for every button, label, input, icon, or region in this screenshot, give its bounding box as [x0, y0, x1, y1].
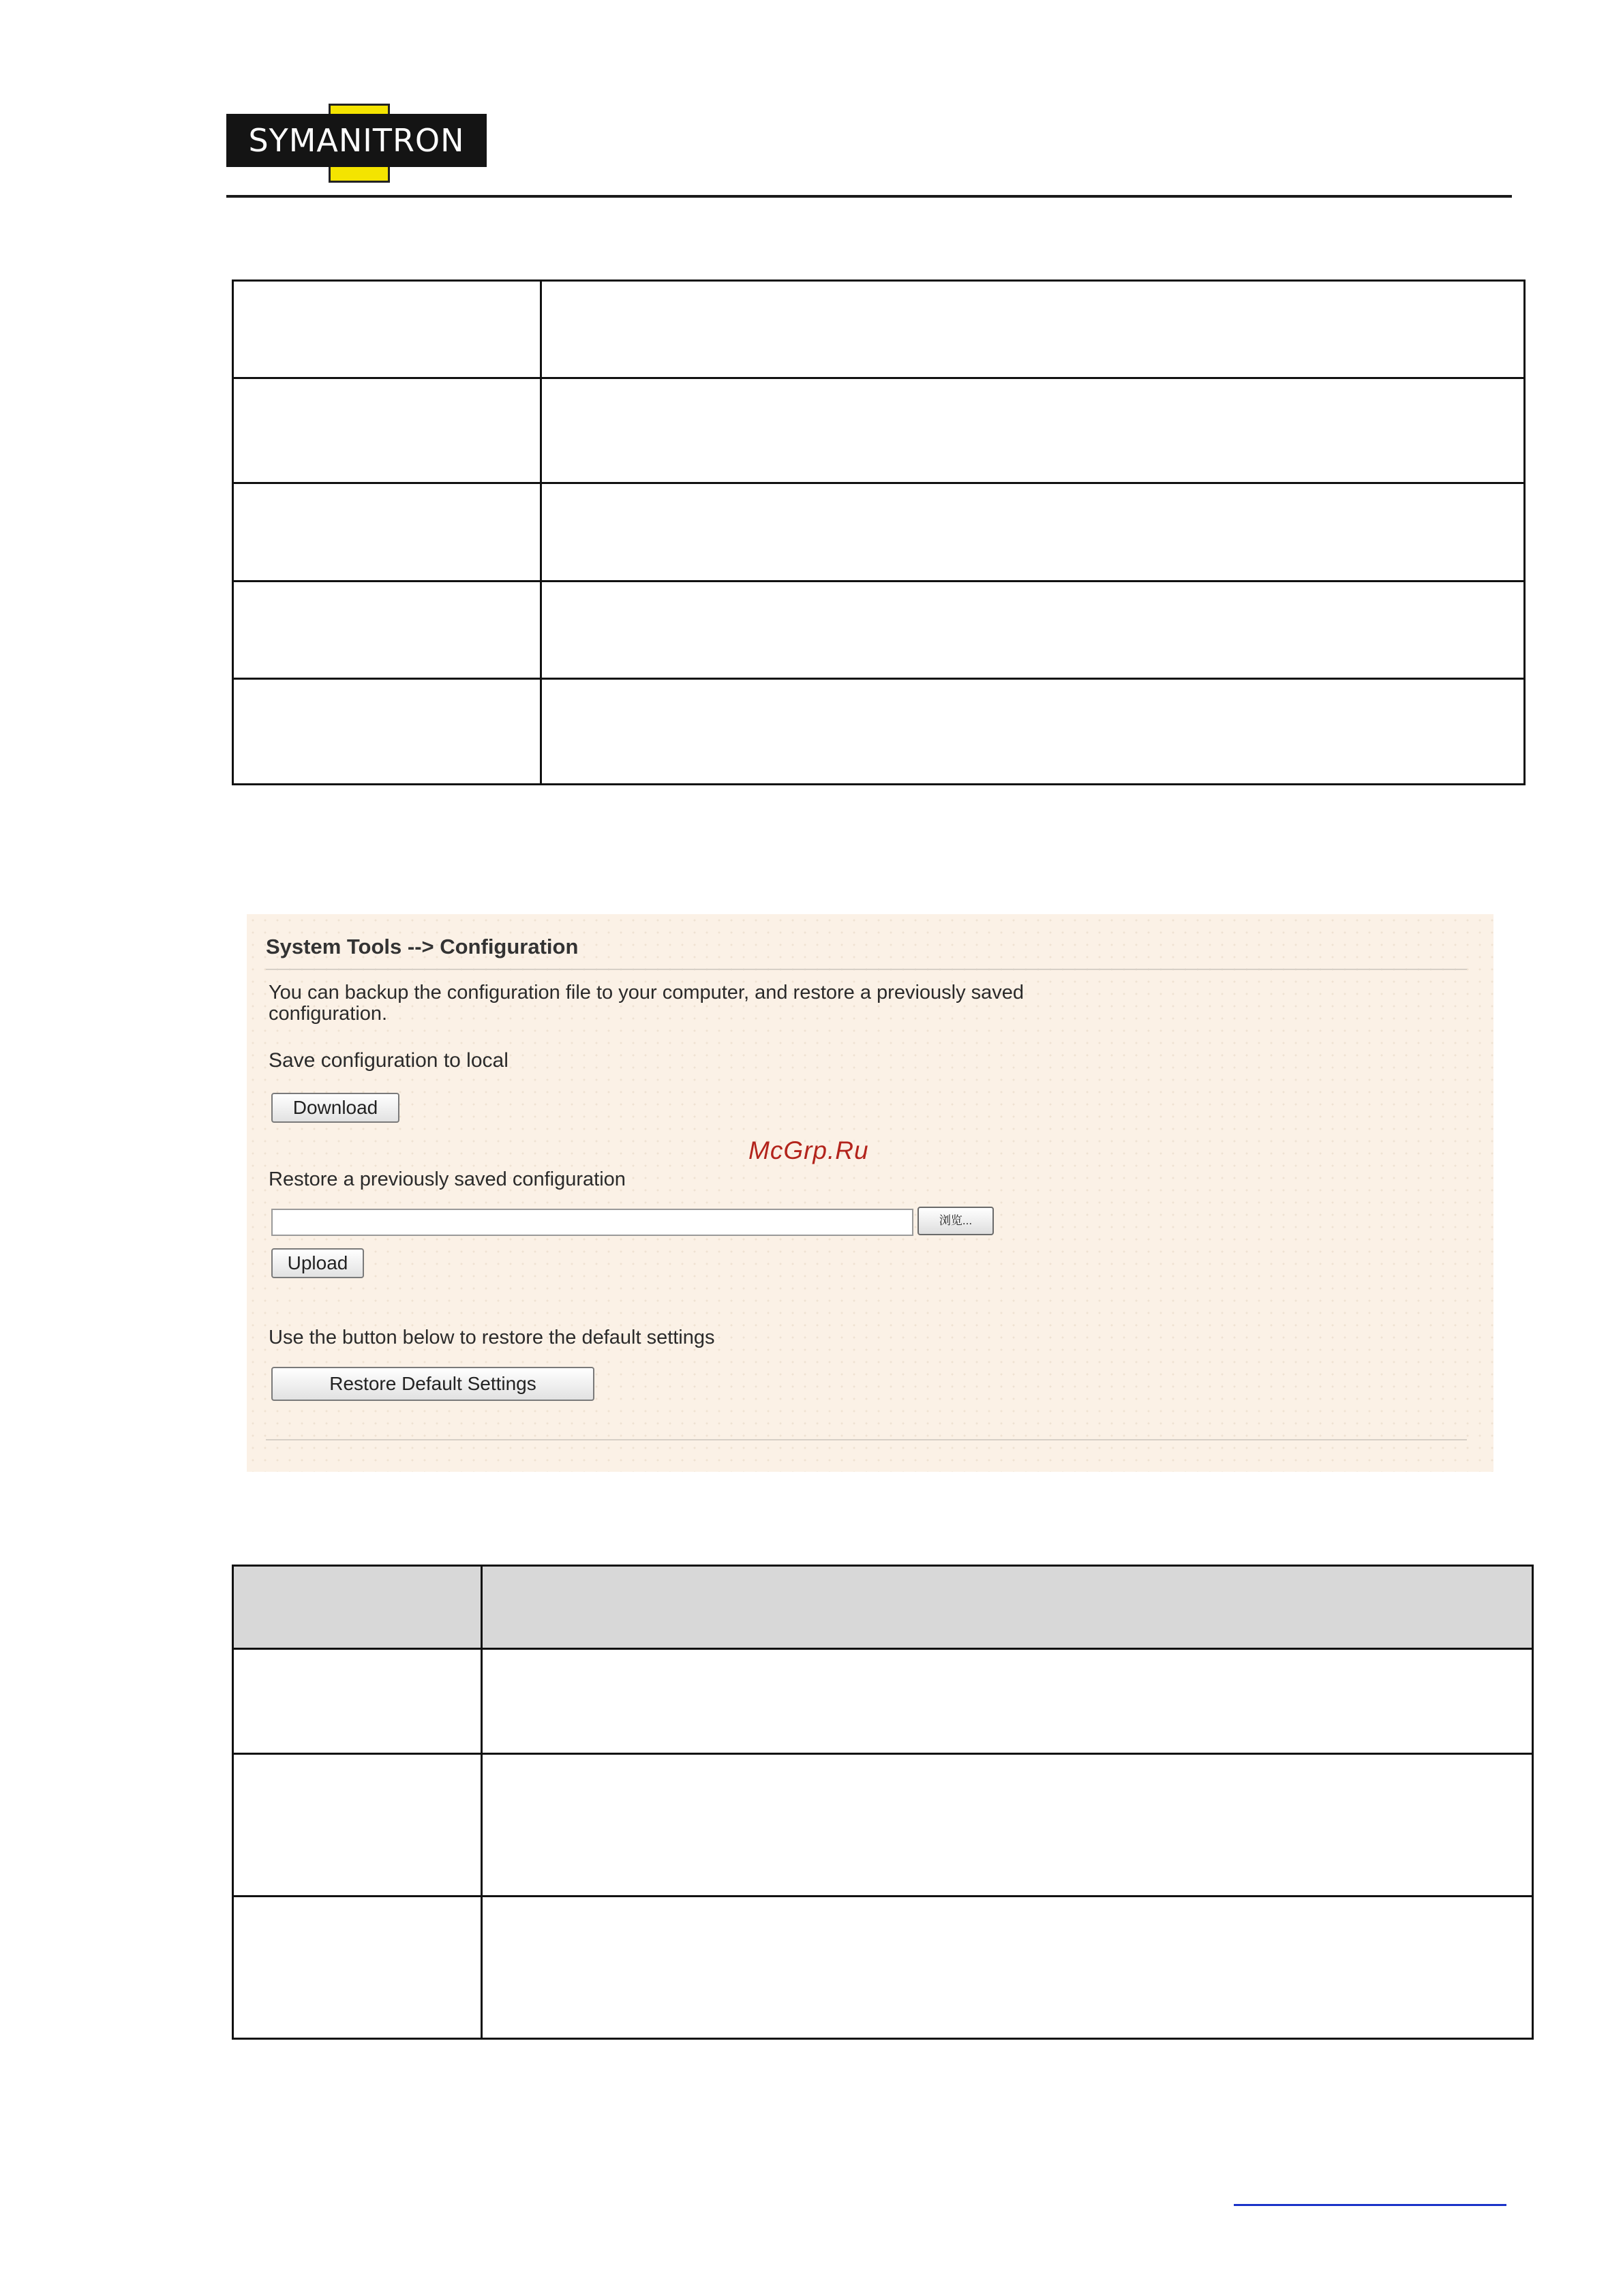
table-cell-label	[233, 281, 541, 378]
table-header-label	[233, 1566, 482, 1649]
table-cell-label	[233, 378, 541, 483]
intro-text-line2: configuration.	[269, 1003, 388, 1025]
table-header-value	[482, 1566, 1533, 1649]
config-file-input[interactable]	[271, 1209, 913, 1236]
configuration-panel	[247, 914, 1493, 1472]
table-row	[233, 1897, 1533, 2039]
table-cell-label	[233, 1754, 482, 1897]
parameter-table-bottom	[232, 1565, 1534, 2040]
default-settings-label: Use the button below to restore the default settings	[269, 1327, 715, 1348]
panel-title: System Tools --> Configuration	[266, 935, 579, 958]
panel-divider	[266, 969, 1467, 970]
logo-wordmark: SYMANITRON	[248, 122, 465, 159]
table-cell-value	[541, 281, 1525, 378]
symanitron-logo	[226, 104, 487, 183]
restore-config-label: Restore a previously saved configuration	[269, 1168, 626, 1190]
table-row	[233, 679, 1525, 785]
panel-bottom-divider	[266, 1439, 1467, 1440]
table-cell-value	[482, 1897, 1533, 2039]
watermark-text: McGrp.Ru	[748, 1136, 869, 1164]
save-config-label: Save configuration to local	[269, 1049, 509, 1072]
table-cell-label	[233, 1649, 482, 1754]
table-row	[233, 1754, 1533, 1897]
footer-link-underline[interactable]	[1234, 2204, 1506, 2206]
table-cell-label	[233, 679, 541, 785]
download-button[interactable]: Download	[271, 1093, 399, 1123]
upload-button[interactable]: Upload	[271, 1248, 364, 1278]
table-row	[233, 281, 1525, 378]
table-cell-value	[541, 378, 1525, 483]
table-cell-label	[233, 581, 541, 679]
table-cell-value	[541, 581, 1525, 679]
table-row	[233, 581, 1525, 679]
table-cell-label	[233, 483, 541, 581]
parameter-table-top	[232, 280, 1526, 785]
table-row	[233, 1649, 1533, 1754]
restore-default-button[interactable]: Restore Default Settings	[271, 1367, 594, 1401]
table-cell-label	[233, 1897, 482, 2039]
table-cell-value	[541, 483, 1525, 581]
intro-text-line1: You can backup the configuration file to your computer, and restore a previously saved	[269, 982, 1025, 1003]
table-row	[233, 483, 1525, 581]
browse-button[interactable]: 浏览...	[917, 1207, 994, 1235]
table-header-row	[233, 1566, 1533, 1649]
table-cell-value	[541, 679, 1525, 785]
table-cell-value	[482, 1754, 1533, 1897]
table-cell-value	[482, 1649, 1533, 1754]
header-rule	[226, 195, 1512, 198]
table-row	[233, 378, 1525, 483]
